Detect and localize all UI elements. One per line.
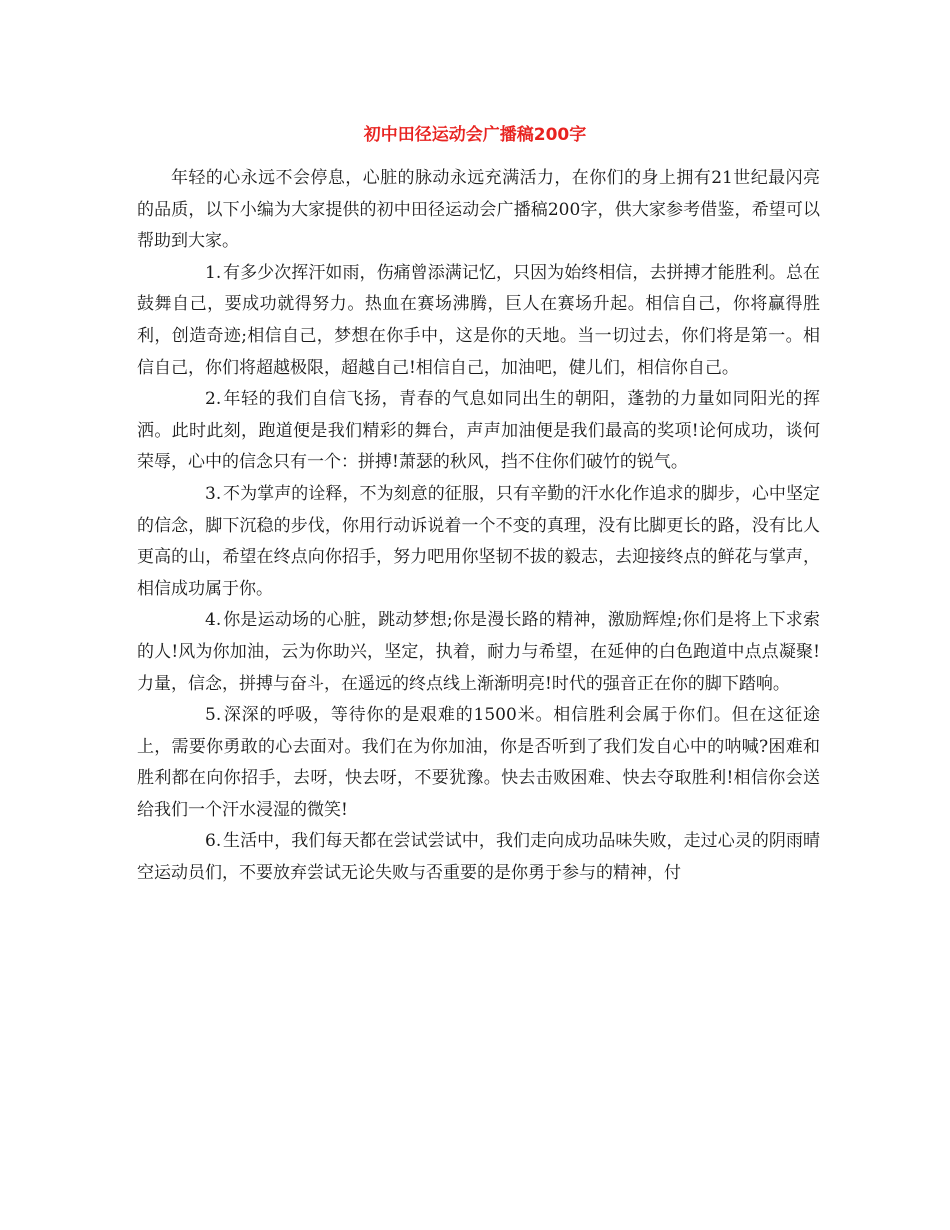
- document-title: 初中田径运动会广播稿200字: [363, 125, 587, 145]
- paragraph-number: 1.: [205, 262, 222, 283]
- numbered-paragraph-4: [137, 605, 820, 700]
- paragraph-number: 5.: [205, 705, 222, 726]
- paragraph-text: 年轻的我们自信飞扬，青春的气息如同出生的朝阳，蓬勃的力量如同阳光的挥洒。此时此刻，跑道便是我们精彩的舞台，声声加油便是我们最高的奖项!论何成功，谈何荣辱，心中的信念只有一个：拼搏!萧瑟的秋风，挡不住你们破竹的锐气。: [137, 389, 820, 473]
- paragraph-number: 6.: [205, 831, 222, 852]
- paragraph-number: 2.: [205, 389, 222, 410]
- numbered-paragraph-3: [137, 479, 820, 605]
- numbered-paragraph-6: [137, 826, 820, 889]
- numbered-paragraph-2: [137, 384, 820, 479]
- numbered-paragraph-5: [137, 700, 820, 826]
- paragraph-text: 深深的呼吸，等待你的是艰难的1500米。相信胜利会属于你们。但在这征途上，需要你勇敢的心去面对。我们在为你加油，你是否听到了我们发自心中的呐喊?困难和胜利都在向你招手，去呀，快去呀，不要犹豫。快去击败困难、快去夺取胜利!相信你会送给我们一个汗水浸湿的微笑!: [137, 705, 820, 820]
- intro-paragraph: 年轻的心永远不会停息，心脏的脉动永远充满活力，在你们的身上拥有21世纪最闪亮的品质，以下小编为大家提供的初中田径运动会广播稿200字，供大家参考借鉴，希望可以帮助到大家。: [137, 168, 820, 252]
- paragraph-text: 你是运动场的心脏，跳动梦想;你是漫长路的精神，激励辉煌;你们是将上下求索的人!风为你加油，云为你助兴，坚定，执着，耐力与希望，在延伸的白色跑道中点点凝聚!力量，信念，拼搏与奋斗，在遥远的终点线上渐渐明亮!时代的强音正在你的脚下踏响。: [137, 610, 820, 694]
- paragraph-number: 3.: [205, 483, 222, 504]
- paragraph-text: 不为掌声的诠释，不为刻意的征服，只有辛勤的汗水化作追求的脚步，心中坚定的信念，脚下沉稳的步伐，你用行动诉说着一个不变的真理，没有比脚更长的路，没有比人更高的山，希望在终点向你招手，努力吧用你坚韧不拔的毅志，去迎接终点的鲜花与掌声，相信成功属于你。: [137, 483, 820, 599]
- document-body: [137, 163, 820, 890]
- paragraph-number: 4.: [205, 610, 222, 631]
- paragraph-text: 生活中，我们每天都在尝试尝试中，我们走向成功品味失败，走过心灵的阴雨晴空运动员们，不要放弃尝试无论失败与否重要的是你勇于参与的精神，付: [137, 831, 820, 884]
- numbered-paragraph-1: [137, 258, 820, 384]
- paragraph-text: 有多少次挥汗如雨，伤痛曾添满记忆，只因为始终相信，去拼搏才能胜利。总在鼓舞自己，要成功就得努力。热血在赛场沸腾，巨人在赛场升起。相信自己，你将赢得胜利，创造奇迹;相信自己，梦想在你手中，这是你的天地。当一切过去，你们将是第一。相信自己，你们将超越极限，超越自己!相信自己，加油吧，健儿们，相信你自己。: [137, 262, 820, 378]
